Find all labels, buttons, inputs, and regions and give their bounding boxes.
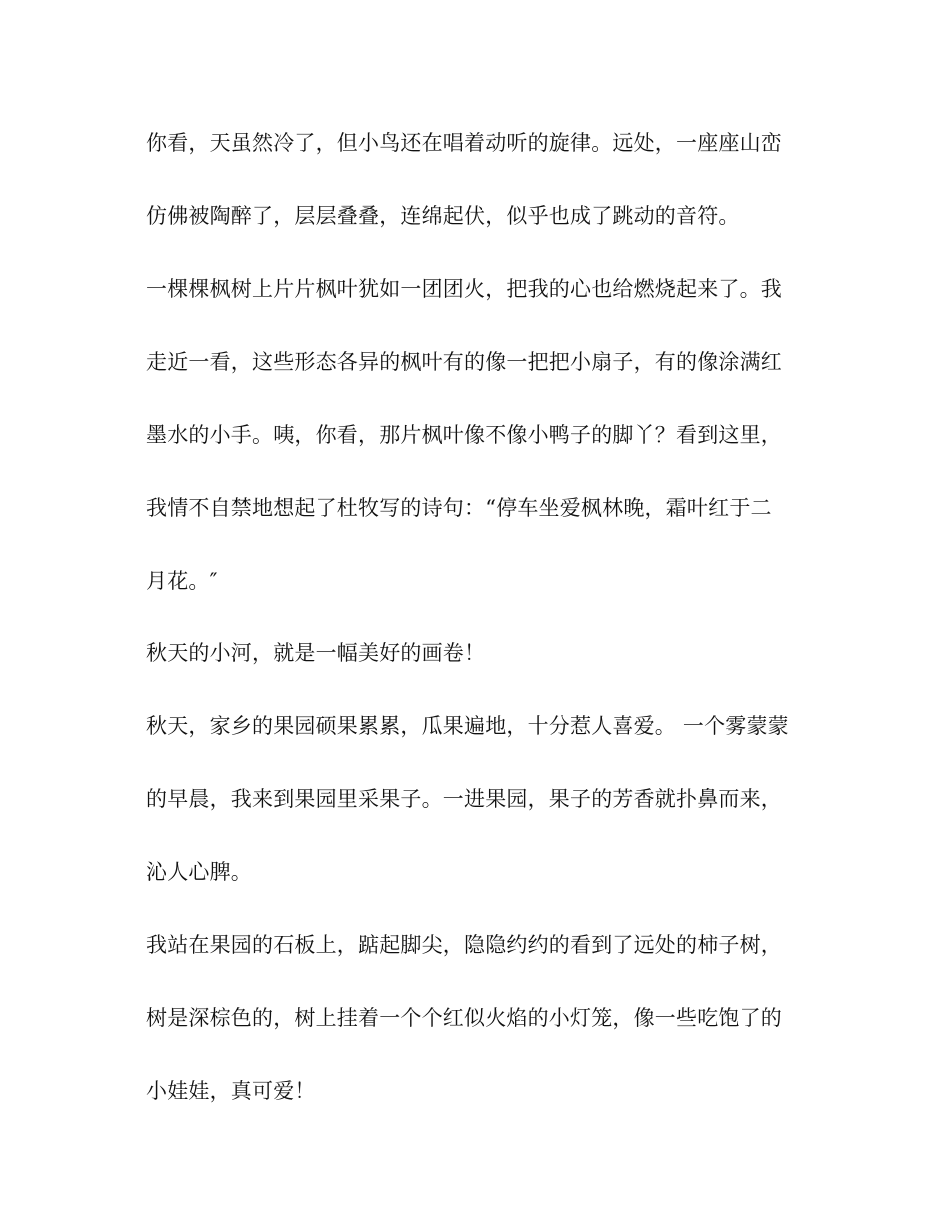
text-line: 月花。″ [146,569,218,593]
text-line: 墨水的小手。咦，你看，那片枫叶像不像小鸭子的脚丫？看到这里， [146,423,782,447]
text-line: 我站在果园的石板上，踮起脚尖，隐隐约约的看到了远处的柿子树， [146,933,782,957]
text-line: 走近一看，这些形态各异的枫叶有的像一把把小扇子，有的像涂满红 [146,350,782,374]
text-line: 秋天的小河，就是一幅美好的画卷！ [146,641,486,665]
text-line: 我情不自禁地想起了杜牧写的诗句：“停车坐爱枫林晚，霜叶红于二 [146,496,772,520]
text-line: 秋天，家乡的果园硕果累累，瓜果遍地，十分惹人喜爱。 一个雾蒙蒙 [146,714,789,738]
text-line: 的早晨，我来到果园里采果子。一进果园，果子的芳香就扑鼻而来， [146,787,782,811]
text-line: 沁人心脾。 [146,860,252,884]
text-line: 你看，天虽然冷了，但小鸟还在唱着动听的旋律。远处，一座座山峦 [146,131,782,155]
text-line: 树是深棕色的，树上挂着一个个红似火焰的小灯笼，像一些吃饱了的 [146,1006,782,1030]
text-line: 一棵棵枫树上片片枫叶犹如一团团火，把我的心也给燃烧起来了。我 [146,277,782,301]
text-line: 小娃娃，真可爱！ [146,1079,316,1103]
text-line: 仿佛被陶醉了，层层叠叠，连绵起伏，似乎也成了跳动的音符。 [146,204,740,228]
